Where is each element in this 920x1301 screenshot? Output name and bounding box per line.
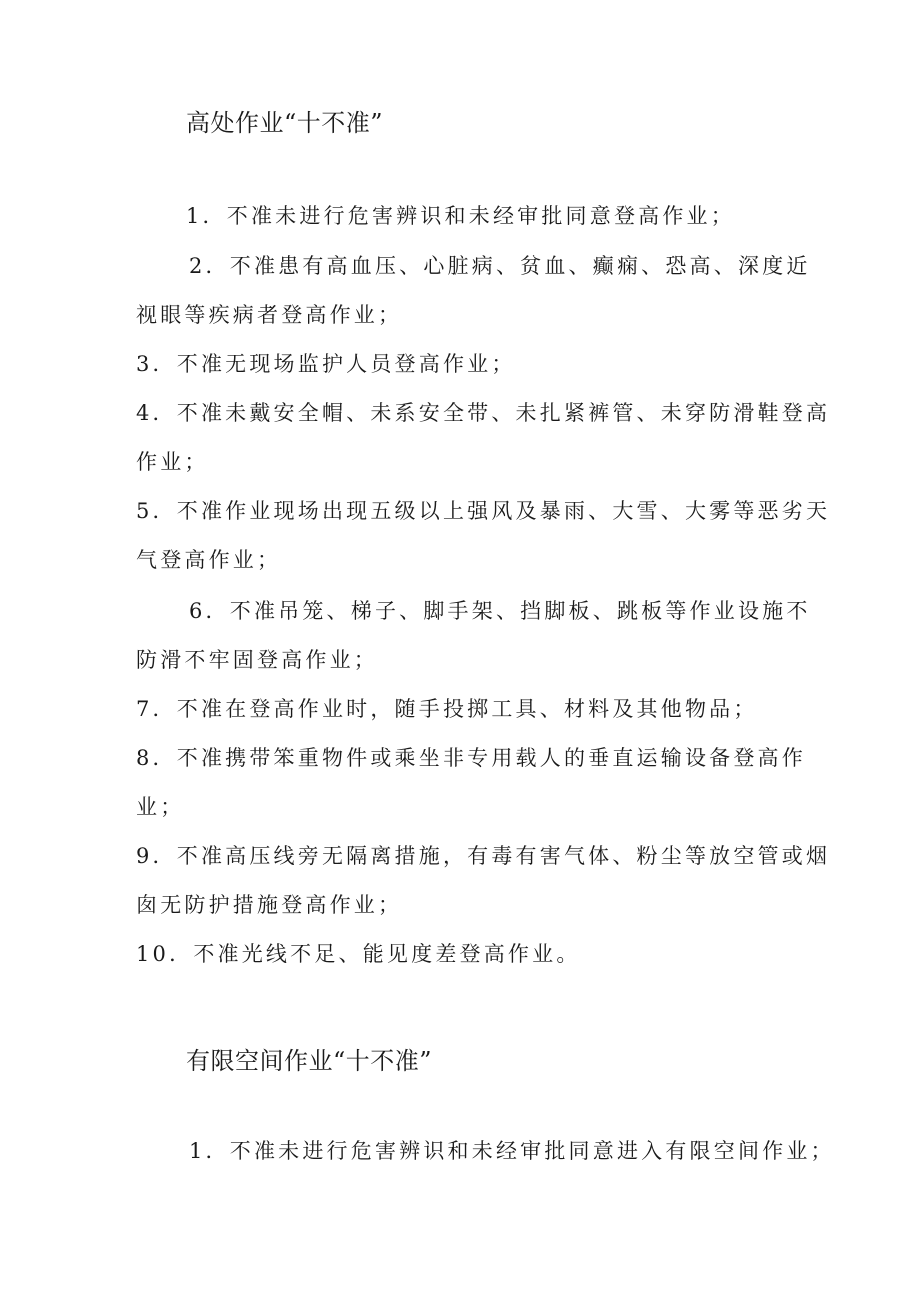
rule-line: 9．不准高压线旁无隔离措施，有毒有害气体、粉尘等放空管或烟 (136, 844, 831, 868)
rule-line: 4．不准未戴安全帽、未系安全带、未扎紧裤管、未穿防滑鞋登高 (136, 401, 831, 425)
rule-line: 3．不准无现场监护人员登高作业； (136, 352, 516, 376)
section-title-confined-space: 有限空间作业“十不准” (186, 1047, 433, 1075)
section-title-high-work: 高处作业“十不准” (186, 109, 384, 137)
rule-line: 囱无防护措施登高作业； (136, 893, 403, 917)
rule-line: 10．不准光线不足、能见度差登高作业。 (136, 942, 581, 966)
rule-line: 防滑不牢固登高作业； (136, 648, 378, 672)
rule-line: 气登高作业； (136, 548, 282, 572)
rule-line: 8．不准携带笨重物件或乘坐非专用载人的垂直运输设备登高作 (136, 746, 806, 770)
rule-line: 6．不准吊笼、梯子、脚手架、挡脚板、跳板等作业设施不 (189, 599, 811, 623)
rule-line: 1．不准未进行危害辨识和未经审批同意进入有限空间作业； (189, 1139, 835, 1163)
rule-line: 1．不准未进行危害辨识和未经审批同意登高作业； (186, 204, 735, 228)
rule-line: 业； (136, 795, 185, 819)
rule-line: 5．不准作业现场出现五级以上强风及暴雨、大雪、大雾等恶劣天 (136, 499, 831, 523)
rule-line: 7．不准在登高作业时，随手投掷工具、材料及其他物品； (136, 697, 758, 721)
rule-line: 2．不准患有高血压、心脏病、贫血、癫痫、恐高、深度近 (189, 254, 811, 278)
rule-line: 作业； (136, 450, 209, 474)
rule-line: 视眼等疾病者登高作业； (136, 303, 403, 327)
